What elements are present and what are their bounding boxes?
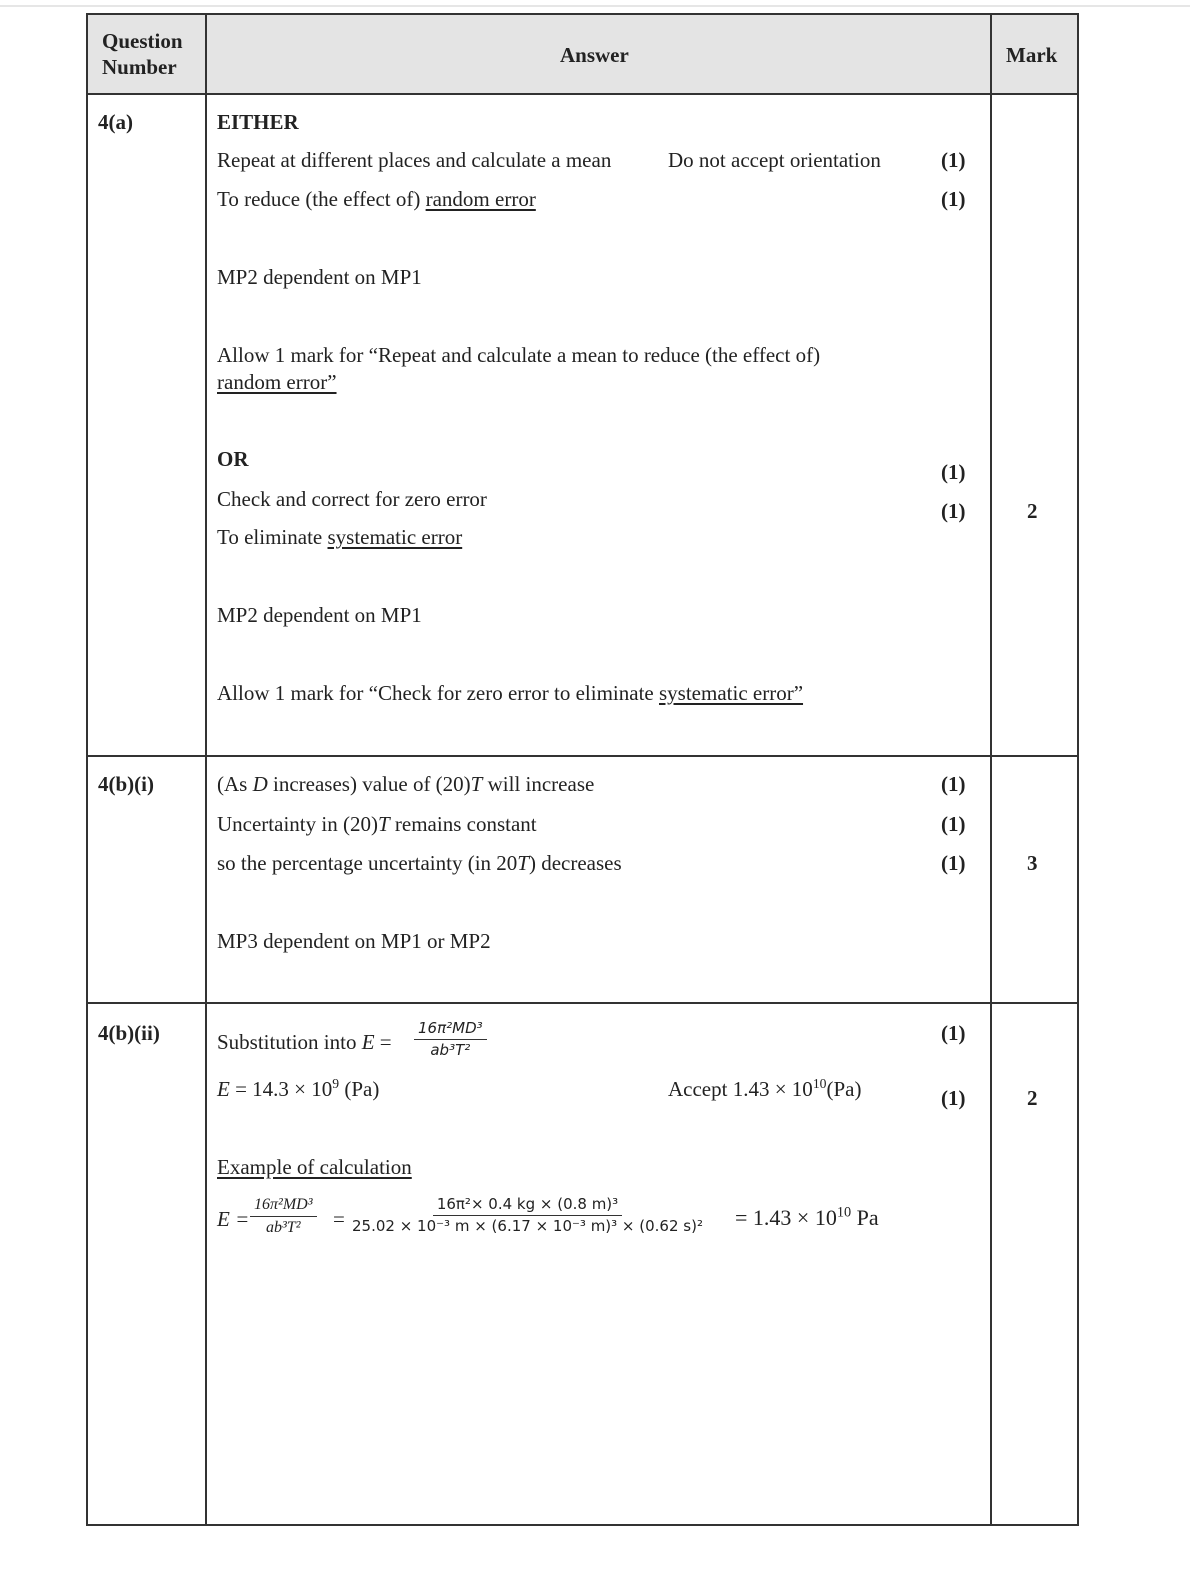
question-number: 4(a) — [98, 110, 133, 134]
calc-fraction-symbolic — [250, 1196, 317, 1236]
substitution-line: Substitution into E = — [217, 1030, 392, 1054]
question-number: 4(b)(i) — [98, 772, 154, 796]
header-question: Question Number — [102, 29, 183, 79]
dependency-note: MP2 dependent on MP1 — [217, 265, 422, 289]
total-mark: 2 — [1027, 1086, 1038, 1110]
allow-note: random error” — [217, 370, 337, 394]
formula-fraction — [414, 1020, 487, 1058]
mark-point: (1) — [941, 1086, 966, 1110]
mark-scheme-table — [86, 13, 1079, 1526]
either-label: EITHER — [217, 110, 299, 134]
calc-result: = $1.43 \times 10^{10}$ Pa — [735, 1204, 879, 1230]
answer-line: so the percentage uncertainty (in 20T) decreases — [217, 851, 622, 875]
mark-point: (1) — [941, 772, 966, 796]
result-line: $E = 14.3 \times 10^9$ (Pa) — [217, 1076, 380, 1101]
mark-point: (1) — [941, 148, 966, 172]
row-divider — [88, 93, 1077, 95]
calc-fraction-numeric — [348, 1196, 707, 1234]
calc-numerator: 16π²MD³ — [250, 1196, 317, 1217]
answer-line: (As D increases) value of (20)T will increase — [217, 772, 595, 796]
formula-numerator: 16π²MD³ — [414, 1020, 487, 1040]
question-number: 4(b)(ii) — [98, 1021, 160, 1045]
or-label: OR — [217, 447, 249, 471]
calc-lhs: E = — [217, 1207, 250, 1231]
dependency-note: MP2 dependent on MP1 — [217, 603, 422, 627]
answer-line: To reduce (the effect of) random error — [217, 187, 536, 211]
answer-line: Check and correct for zero error — [217, 487, 487, 511]
calc-denominator: ab³T² — [266, 1218, 301, 1236]
example-heading: Example of calculation — [217, 1155, 412, 1179]
answer-line: To eliminate systematic error — [217, 525, 463, 549]
allow-note: Allow 1 mark for “Repeat and calculate a mean to reduce (the effect of) — [217, 343, 821, 367]
mark-point: (1) — [941, 187, 966, 211]
total-mark: 2 — [1027, 499, 1038, 523]
mark-point: (1) — [941, 460, 966, 484]
guidance-note: Do not accept orientation — [668, 148, 881, 172]
mark-point: (1) — [941, 812, 966, 836]
row-divider — [88, 755, 1077, 757]
dependency-note: MP3 dependent on MP1 or MP2 — [217, 929, 491, 953]
mark-point: (1) — [941, 1021, 966, 1045]
top-separator — [0, 5, 1190, 7]
mark-point: (1) — [941, 499, 966, 523]
row-divider — [88, 1002, 1077, 1004]
column-divider — [990, 15, 992, 1524]
total-mark: 3 — [1027, 851, 1038, 875]
calc-numerator: 16π²× 0.4 kg × (0.8 m)³ — [433, 1196, 622, 1216]
formula-denominator: ab³T² — [430, 1040, 471, 1059]
answer-line: Repeat at different places and calculate a mean — [217, 148, 612, 172]
mark-point: (1) — [941, 851, 966, 875]
answer-line: Uncertainty in (20)T remains constant — [217, 812, 537, 836]
allow-note: Allow 1 mark for “Check for zero error to eliminate systematic error” — [217, 681, 804, 705]
header-mark: Mark — [1006, 43, 1058, 67]
calc-equals: = — [333, 1207, 345, 1231]
column-divider — [205, 15, 207, 1524]
header-answer: Answer — [560, 43, 629, 67]
calc-denominator: 25.02 × 10⁻³ m × (6.17 × 10⁻³ m)³ × (0.62 s)² — [352, 1216, 703, 1235]
accept-note: Accept $1.43 \times 10^{10}(Pa)$ — [668, 1076, 862, 1101]
